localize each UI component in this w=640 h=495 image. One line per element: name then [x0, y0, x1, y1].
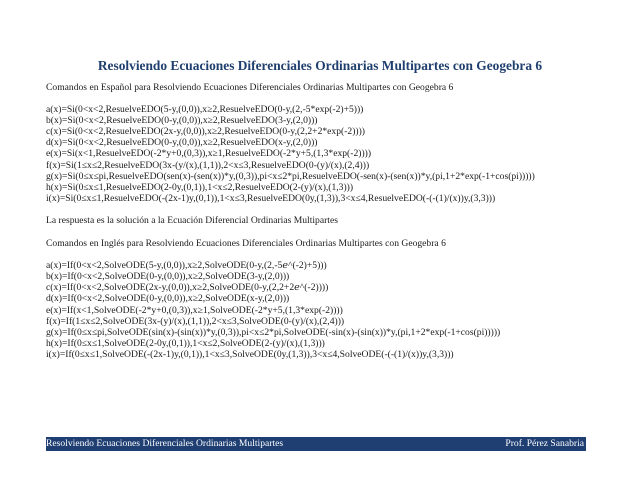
document-body [46, 82, 606, 371]
spanish-command-list [46, 104, 606, 204]
spanish-command-f: f(x)=Si(1≤x≤2,ResuelveEDO(3x-(y/(x),(1,1)),2<x≤3,ResuelveEDO(0-(y)/(x),(2,4))) [46, 159, 370, 171]
spanish-command-e: e(x)=Si(x<1,ResuelveEDO(-2*y+0,(0,3)),x≥1,ResuelveEDO(-2*y+5,(1,3*exp(-2)))) [46, 148, 372, 160]
english-command-e: e(x)=If(x<1,SolveODE(-2*y+0,(0,3)),x≥1,SolveODE(-2*y+5,(1,3*exp(-2)))) [46, 304, 343, 316]
spanish-command-i: i(x)=Si(0≤x≤1,ResuelveEDO(-(2x-1)y,(0,1)),1<x≤3,ResuelveEDO(0y,(1,3)),3<x≤4,ResuelveEDO(-(-(1)/(x))y,(3,3))) [46, 192, 496, 204]
english-command-g: g(x)=If(0≤x≤pi,SolveODE(sin(x)-(sin(x))*y,(0,3)),pi<x≤2*pi,SolveODE(-sin(x)-(sin(x))*y,(pi,1+2*exp(-1+cos(pi))))) [46, 326, 501, 338]
spanish-command-h: h(x)=Si(0≤x≤1,ResuelveEDO(2-0y,(0,1)),1<x≤2,ResuelveEDO(2-(y)/(x),(1,3))) [46, 181, 354, 193]
spanish-command-d: d(x)=Si(0<x<2,ResuelveEDO(0-y,(0,0)),x≥2,ResuelveEDO(x-y,(2,0))) [46, 137, 318, 149]
spanish-command-g: g(x)=Si(0≤x≤pi,ResuelveEDO(sen(x)-(sen(x))*y,(0,3)),pi<x≤2*pi,ResuelveEDO(-sen(x)-(sen(x))*y,(pi,1+2*exp(-1+cos(pi))))) [46, 170, 535, 182]
spanish-command-a: a(x)=Si(0<x<2,ResuelveEDO(5-y,(0,0)),x≥2,ResuelveEDO(0-y,(2,-5*exp(-2)+5))) [46, 104, 364, 116]
english-command-list [46, 260, 606, 360]
page-title: Resolviendo Ecuaciones Diferenciales Ordinarias Multipartes con Geogebra 6 [97, 58, 543, 73]
english-command-d: d(x)=If(0<x<2,SolveODE(0-y,(0,0)),x≥2,SolveODE(x-y,(2,0))) [46, 293, 290, 305]
english-command-a: a(x)=If(0<x<2,SolveODE(5-y,(0,0)),x≥2,SolveODE(0-y,(2,-5ℯ^(-2)+5))) [46, 260, 327, 272]
english-command-c: c(x)=If(0<x<2,SolveODE(2x-y,(0,0)),x≥2,SolveODE(0-y,(2,2+2ℯ^(-2)))) [46, 282, 329, 294]
english-command-i: i(x)=If(0≤x≤1,SolveODE(-(2x-1)y,(0,1)),1<x≤3,SolveODE(0y,(1,3)),3<x≤4,SolveODE(-(-(1)/(x))y,(3,3))) [46, 348, 454, 360]
english-command-b: b(x)=If(0<x<2,SolveODE(0-y,(0,0)),x≥2,SolveODE(3-y,(2,0))) [46, 271, 290, 283]
spanish-command-b: b(x)=Si(0<x<2,ResuelveEDO(0-y,(0,0)),x≥2,ResuelveEDO(3-y,(2,0))) [46, 115, 318, 127]
footer-bar [46, 437, 586, 451]
spanish-command-c: c(x)=Si(0<x<2,ResuelveEDO(2x-y,(0,0)),x≥2,ResuelveEDO(0-y,(2,2+2*exp(-2)))) [46, 126, 365, 138]
english-command-h: h(x)=If(0≤x≤1,SolveODE(2-0y,(0,1)),1<x≤2,SolveODE(2-(y)/(x),(1,3))) [46, 337, 325, 349]
footer-author: Prof. Pérez Sanabria [505, 438, 584, 449]
english-command-f: f(x)=If(1≤x≤2,SolveODE(3x-(y)/(x),(1,1)),2<x≤3,SolveODE(0-(y)/(x),(2,4))) [46, 315, 345, 327]
footer-title: Resolviendo Ecuaciones Diferenciales Ordinarias Multipartes [46, 438, 284, 449]
spanish-commands-heading: Comandos en Español para Resolviendo Ecuaciones Diferenciales Ordinarias Multipartes con Geogebra 6 [46, 82, 454, 93]
answer-note: La respuesta es la solución a la Ecuación Diferencial Ordinarias Multipartes [46, 215, 338, 227]
english-commands-heading: Comandos en Inglés para Resolviendo Ecuaciones Diferenciales Ordinarias Multipartes con Geogebra 6 [46, 238, 446, 250]
